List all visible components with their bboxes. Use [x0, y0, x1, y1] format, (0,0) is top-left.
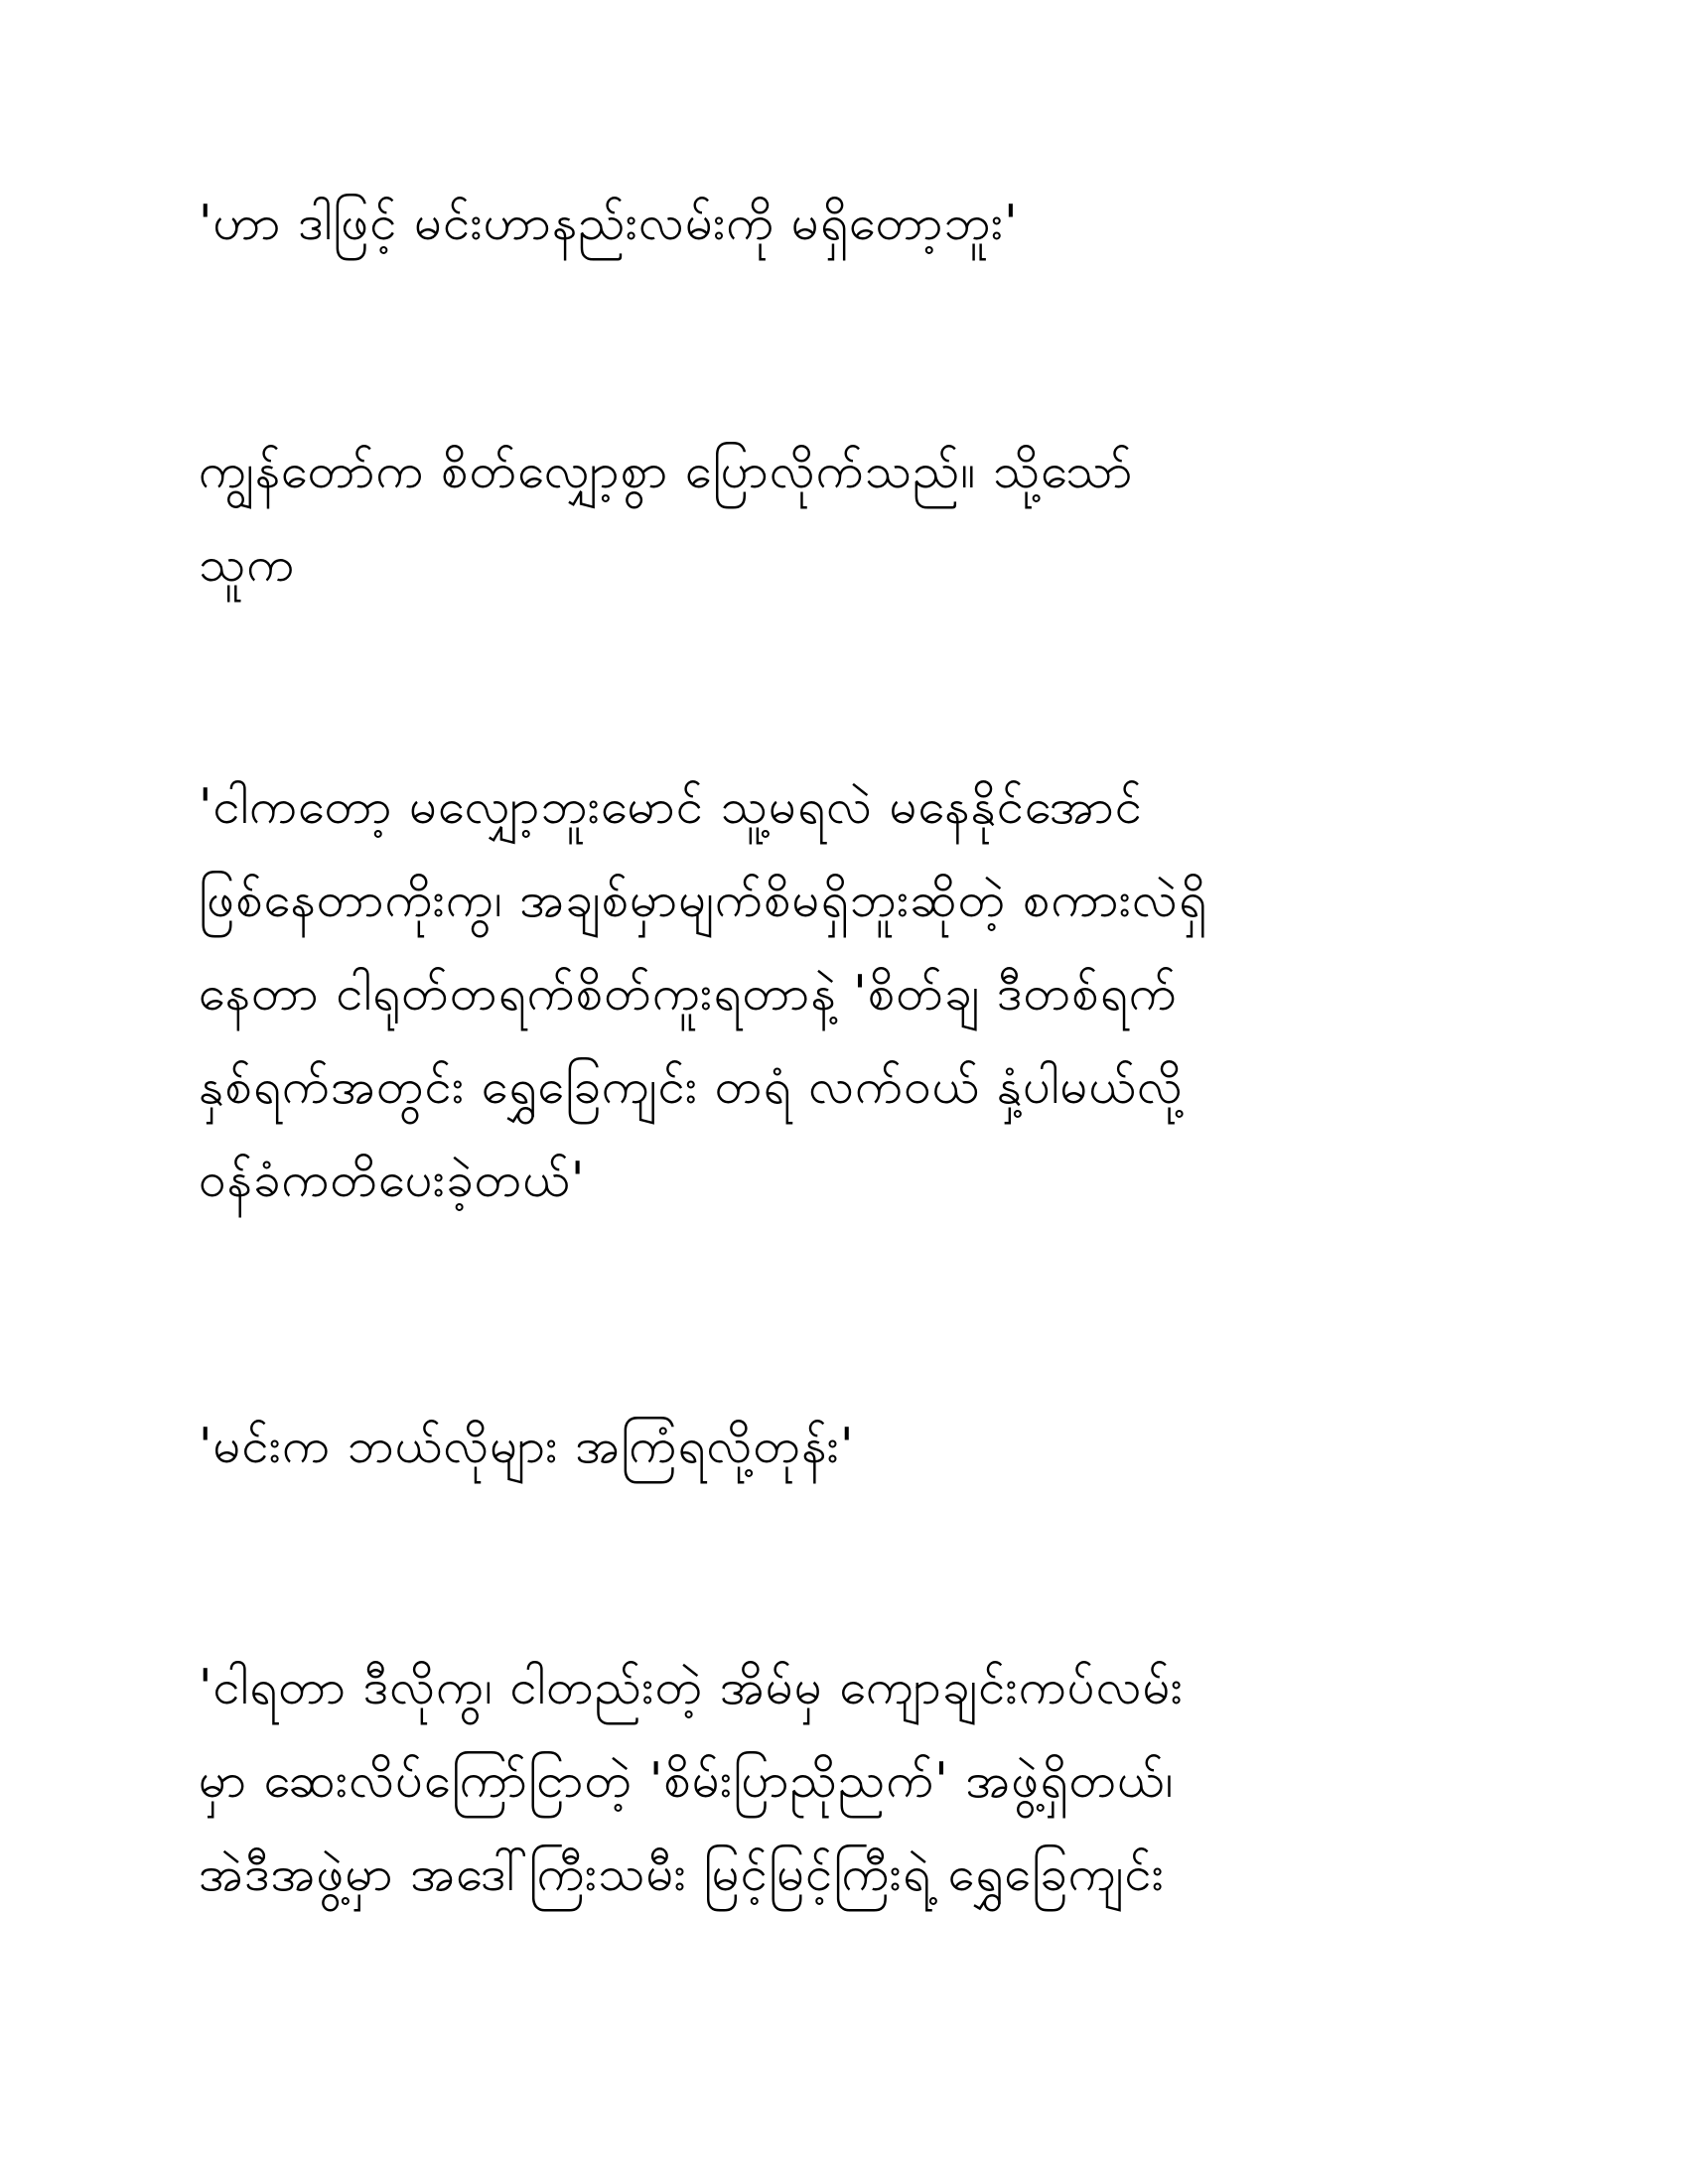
paragraph-1	[199, 177, 1509, 270]
text-line: အဲဒီအဖွဲ့မှာ အဒေါ်ကြီးသမီး မြင့်မြင့်ကြီးရဲ့ ရွှေခြေကျင်း	[199, 1845, 1166, 1902]
text-line: မှာ ဆေးလိပ်ကြော်ငြာတဲ့ 'စိမ်းပြာညိုညက်' အဖွဲ့ရှိတယ်၊	[199, 1752, 1175, 1809]
paragraph-3	[199, 760, 1509, 1227]
text-line: 'ငါရတာ ဒီလိုကွ၊ ငါတည်းတဲ့ အိမ်မှ ကျောချင်းကပ်လမ်း	[199, 1659, 1185, 1715]
paragraph-4	[199, 1400, 1509, 1493]
text-line: သူက	[199, 536, 296, 593]
text-line: ဖြစ်နေတာကိုးကွ၊ အချစ်မှာမျက်စိမရှိဘူးဆိုတဲ့ စကားလဲရှိ	[199, 872, 1208, 928]
text-line: ဝန်ခံကတိပေးခဲ့တယ်'	[199, 1152, 586, 1208]
text-line: နေတာ ငါရုတ်တရက်စိတ်ကူးရတာနဲ့ 'စိတ်ချ ဒီတစ်ရက်	[199, 965, 1178, 1022]
text-line: 'ဟာ ဒါဖြင့် မင်းဟာနည်းလမ်းကို မရှိတော့ဘူး'	[199, 195, 1019, 251]
text-line: နှစ်ရက်အတွင်း ရွှေခြေကျင်း တရံ လက်ဝယ် နှံ့ပါမယ်လို့	[199, 1058, 1184, 1115]
paragraph-5	[199, 1641, 1509, 1921]
paragraph-2	[199, 425, 1509, 612]
text-line: ကျွန်တော်က စိတ်လျှော့စွာ ပြောလိုက်သည်။ သို့သော်	[199, 443, 1134, 499]
text-line: 'မင်းက ဘယ်လိုများ အကြံရလို့တုန်း'	[199, 1418, 855, 1474]
text-line: 'ငါကတော့ မလျှော့ဘူးမောင် သူ့မရလဲ မနေနိုင်အောင်	[199, 778, 1144, 835]
